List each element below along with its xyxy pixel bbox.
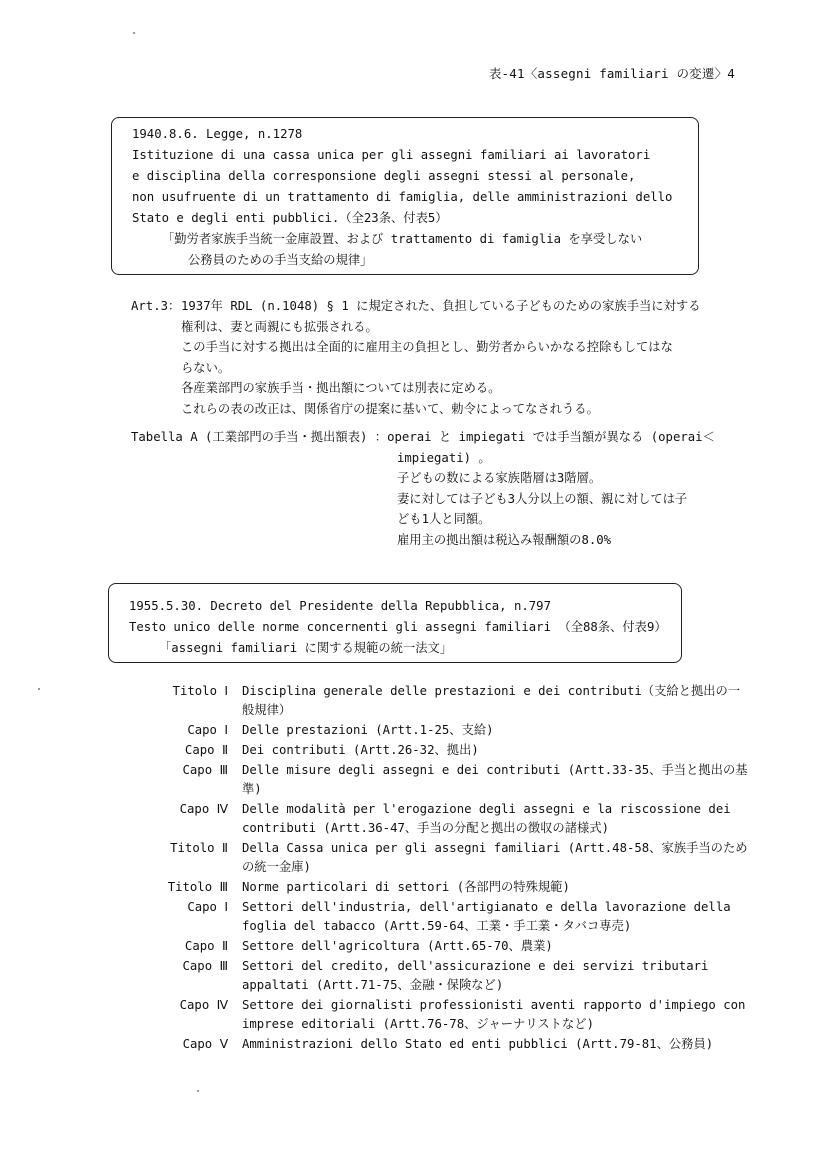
tabella-line: 雇用主の拠出額は税込み報酬額の8.0% xyxy=(397,532,612,547)
tabella-a xyxy=(131,427,751,550)
toc-item xyxy=(140,682,760,720)
toc-item-description xyxy=(242,741,760,760)
scan-speck xyxy=(38,688,40,690)
toc-item-description xyxy=(242,898,760,936)
toc-item-label: Capo Ⅲ xyxy=(182,763,228,777)
toc-item-line: Dei contributi (Artt.26-32、拠出) xyxy=(242,743,479,757)
toc-item-line: Amministrazioni dello Stato ed enti pubblici (Artt.79-81、公務員) xyxy=(242,1037,714,1051)
decree-1955-text xyxy=(129,596,667,659)
toc-item-line: Disciplina generale delle prestazioni e dei contributi（支給と拠出の一 xyxy=(242,684,741,698)
law-1940-line: Stato e degli enti pubblici.（全23条、付表5） xyxy=(132,211,448,225)
toc-item-description xyxy=(242,839,760,877)
toc-item xyxy=(140,878,760,897)
decree-1955-line: 「assegni familiari に関する規範の統一法文」 xyxy=(159,641,453,655)
decree-1955-line: Testo unico delle norme concernenti gli assegni familiari （全88条、付表9） xyxy=(129,620,667,634)
article-line: 1937年 RDL (n.1048) § 1 に規定された、負担している子どものための家族手当に対する xyxy=(181,299,701,313)
toc-item-line: Norme particolari di settori (各部門の特殊規範) xyxy=(242,880,570,894)
decree-1955-line: 1955.5.30. Decreto del Presidente della Repubblica, n.797 xyxy=(129,599,551,613)
toc-item xyxy=(140,839,760,877)
toc-item xyxy=(140,957,760,995)
tabella-line: Tabella A (工業部門の手当・拠出額表) ：operai と impiegati では手当額が異なる (operai＜ xyxy=(131,430,715,444)
toc-item-line: Settori del credito, dell'assicurazione e dei servizi tributari xyxy=(242,959,709,973)
toc-item-line: 準) xyxy=(242,782,262,796)
toc-item-description xyxy=(242,721,760,740)
toc-item-line: Settori dell'industria, dell'artigianato e della lavorazione della xyxy=(242,900,731,914)
law-1940-box xyxy=(111,117,699,275)
law-1940-line: 1940.8.6. Legge, n.1278 xyxy=(132,127,303,141)
law-1940-line: 公務員のための手当支給の規律」 xyxy=(188,253,373,267)
tabella-line: impiegati) 。 xyxy=(397,450,491,465)
law-1940-line: Istituzione di una cassa unica per gli assegni familiari ai lavoratori xyxy=(132,148,651,162)
toc-item-line: appaltati (Artt.71-75、金融・保険など) xyxy=(242,978,504,992)
law-1940-line: 「勤労者家族手当統一金庫設置、および trattamento di famiglia を享受しない xyxy=(162,232,643,246)
toc-item-label: Titolo Ⅲ xyxy=(167,880,228,894)
article-3 xyxy=(131,296,751,419)
toc-item xyxy=(140,1035,760,1054)
toc-item xyxy=(140,996,760,1034)
law-1940-text xyxy=(132,124,672,271)
toc-item-label: Capo Ⅱ xyxy=(184,743,228,757)
toc-item-line: Delle misure degli assegni e dei contributi (Artt.33-35、手当と拠出の基 xyxy=(242,763,748,777)
toc-item-description xyxy=(242,878,760,897)
table-of-contents xyxy=(140,682,760,1055)
toc-item-label: Capo Ⅰ xyxy=(187,900,228,914)
tabella-line: 子どもの数による家族階層は3階層。 xyxy=(397,471,602,485)
toc-item-line: Settore dell'agricoltura (Artt.65-70、農業) xyxy=(242,939,553,953)
article-line: らない。 xyxy=(181,360,231,375)
toc-item-line: の統一金庫) xyxy=(242,860,311,874)
toc-item xyxy=(140,761,760,799)
scan-speck xyxy=(133,32,135,34)
toc-item-label: Capo Ⅳ xyxy=(179,998,228,1012)
article-line: これらの表の改正は、関係省庁の提案に基いて、勅令によってなされうる。 xyxy=(181,401,599,416)
toc-item-line: imprese editoriali (Artt.76-78、ジャーナリストなど) xyxy=(242,1017,594,1031)
toc-item-line: Delle prestazioni (Artt.1-25、支給) xyxy=(242,723,494,737)
tabella-line: 妻に対しては子ども3人分以上の額、親に対しては子 xyxy=(397,491,688,506)
toc-item-line: Delle modalità per l'erogazione degli assegni e la riscossione dei xyxy=(242,802,731,816)
article-line: この手当に対する拠出は全面的に雇用主の負担とし、勤労者からいかなる控除もしてはな xyxy=(181,340,673,354)
toc-item-line: foglia del tabacco (Artt.59-64、工業・手工業・タバコ専売) xyxy=(242,919,632,933)
toc-item-line: contributi (Artt.36-47、手当の分配と拠出の徴収の諸様式) xyxy=(242,821,610,835)
scan-speck xyxy=(197,1090,199,1092)
tabella-line: ども1人と同額。 xyxy=(397,512,491,526)
toc-item-label: Capo Ⅳ xyxy=(179,802,228,816)
toc-item-line: Settore dei giornalisti professionisti aventi rapporto d'impiego con xyxy=(242,998,746,1012)
law-1940-line: non usufruente di un trattamento di famiglia, delle amministrazioni dello xyxy=(132,190,673,204)
toc-item-label: Capo Ⅱ xyxy=(184,939,228,953)
toc-item-description xyxy=(242,761,760,799)
toc-item-line: 般規律） xyxy=(242,703,292,717)
toc-item-label: Titolo Ⅰ xyxy=(172,684,228,698)
toc-item-label: Titolo Ⅱ xyxy=(170,841,228,855)
article-line: 権利は、妻と両親にも拡張される。 xyxy=(181,319,378,334)
toc-item-label: Capo Ⅰ xyxy=(187,723,228,737)
toc-item xyxy=(140,721,760,740)
toc-item xyxy=(140,800,760,838)
toc-item-description xyxy=(242,957,760,995)
toc-item-description xyxy=(242,682,760,720)
toc-item-label: Capo Ⅴ xyxy=(182,1037,228,1051)
article-line: 各産業部門の家族手当・拠出額については別表に定める。 xyxy=(181,381,501,395)
toc-item xyxy=(140,937,760,956)
toc-item xyxy=(140,898,760,936)
article-label: Art.3： xyxy=(131,299,181,313)
toc-item xyxy=(140,741,760,760)
decree-1955-box xyxy=(108,583,682,663)
toc-item-description xyxy=(242,937,760,956)
toc-item-description xyxy=(242,800,760,838)
law-1940-line: e disciplina della corresponsione degli assegni stessi al personale, xyxy=(132,169,636,183)
toc-item-description xyxy=(242,1035,760,1054)
toc-item-label: Capo Ⅲ xyxy=(182,959,228,973)
toc-item-line: Della Cassa unica per gli assegni familiari (Artt.48-58、家族手当のため xyxy=(242,841,748,855)
toc-item-description xyxy=(242,996,760,1034)
page-header: 表-41〈assegni familiari の変遷〉4 xyxy=(488,66,735,81)
